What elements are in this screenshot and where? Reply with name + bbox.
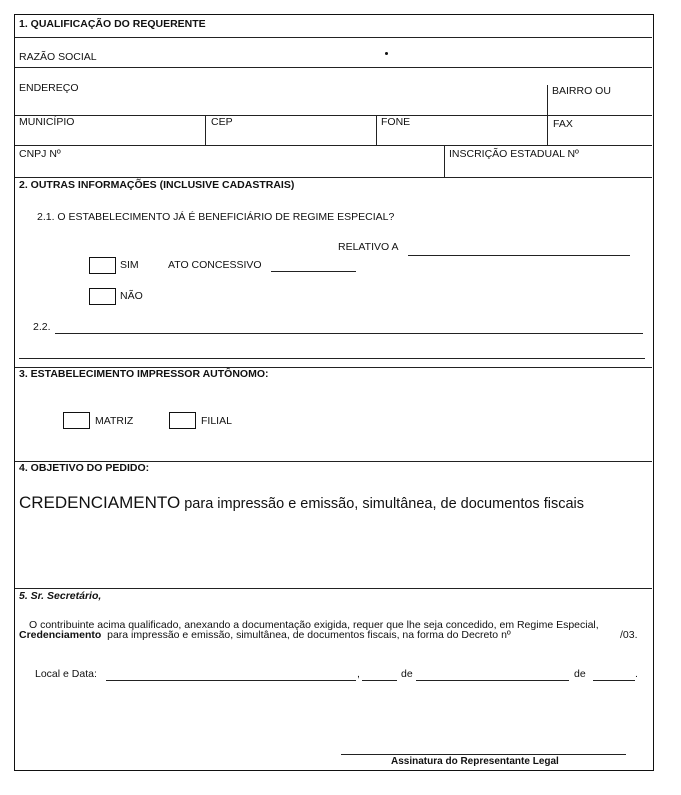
de-label-1: de (401, 668, 413, 680)
sim-checkbox[interactable] (89, 257, 116, 274)
cnpj-label: CNPJ Nº (19, 148, 61, 160)
request-paragraph-line-2-text: para impressão e emissão, simultânea, de documentos fiscais, na forma do Decreto nº (107, 629, 511, 641)
month-field[interactable] (416, 680, 569, 681)
request-form (14, 14, 654, 771)
nao-label: NÃO (120, 290, 143, 302)
local-field[interactable] (106, 680, 356, 681)
divider (376, 115, 377, 145)
ink-dot (385, 52, 388, 55)
period: . (635, 668, 638, 680)
objetivo-lead: CREDENCIAMENTO (19, 493, 181, 512)
divider (444, 145, 445, 177)
de-label-2: de (574, 668, 586, 680)
signature-line[interactable] (341, 754, 626, 755)
divider (15, 115, 652, 116)
relativo-label: RELATIVO A (338, 241, 399, 253)
filial-checkbox[interactable] (169, 412, 196, 429)
section-5-title: 5. Sr. Secretário, (19, 590, 102, 602)
request-paragraph-line-1: O contribuinte acima qualificado, anexando a documentação exigida, requer que lhe seja concedido, em Regime Especial, (29, 619, 599, 631)
credenciamento-bold: Credenciamento (19, 629, 102, 641)
local-data-label: Local e Data: (35, 668, 97, 680)
endereco-label: ENDEREÇO (19, 82, 79, 94)
cep-label: CEP (211, 116, 233, 128)
divider (15, 67, 652, 68)
bairro-label: BAIRRO OU (552, 85, 611, 97)
municipio-label: MUNICÍPIO (19, 116, 75, 128)
divider (547, 115, 548, 145)
decree-year: /03. (620, 629, 638, 641)
section-1-title: 1. QUALIFICAÇÃO DO REQUERENTE (19, 18, 206, 30)
item-2-2-field[interactable] (55, 333, 643, 334)
nao-checkbox[interactable] (89, 288, 116, 305)
section-3-title: 3. ESTABELECIMENTO IMPRESSOR AUTÔNOMO: (19, 368, 269, 380)
filial-label: FILIAL (201, 415, 232, 427)
signature-label: Assinatura do Representante Legal (391, 756, 559, 767)
divider (15, 37, 652, 38)
section-4-title: 4. OBJETIVO DO PEDIDO: (19, 462, 150, 474)
item-2-2-label: 2.2. (33, 321, 51, 333)
divider (205, 115, 206, 145)
fax-label: FAX (553, 118, 573, 130)
sim-label: SIM (120, 259, 139, 271)
ato-concessivo-label: ATO CONCESSIVO (168, 259, 262, 271)
ato-concessivo-field[interactable] (271, 271, 356, 272)
day-field[interactable] (362, 680, 397, 681)
section-2-title: 2. OUTRAS INFORMAÇÕES (INCLUSIVE CADASTRAIS) (19, 179, 295, 191)
objetivo-rest: para impressão e emissão, simultânea, de documentos fiscais (180, 496, 584, 512)
divider (15, 145, 652, 146)
relativo-field[interactable] (408, 255, 630, 256)
comma: , (357, 668, 360, 680)
request-paragraph-line-2 (19, 629, 511, 641)
divider (547, 85, 548, 115)
matriz-label: MATRIZ (95, 415, 134, 427)
fone-label: FONE (381, 116, 411, 128)
divider (15, 588, 652, 589)
divider (15, 177, 652, 178)
inscricao-label: INSCRIÇÃO ESTADUAL Nº (449, 148, 579, 160)
razao-social-label: RAZÃO SOCIAL (19, 51, 97, 63)
question-2-1: 2.1. O ESTABELECIMENTO JÁ É BENEFICIÁRIO DE REGIME ESPECIAL? (37, 211, 395, 223)
year-field[interactable] (593, 680, 635, 681)
matriz-checkbox[interactable] (63, 412, 90, 429)
item-2-2-field-line-2[interactable] (19, 358, 645, 359)
objetivo-text (19, 493, 584, 513)
